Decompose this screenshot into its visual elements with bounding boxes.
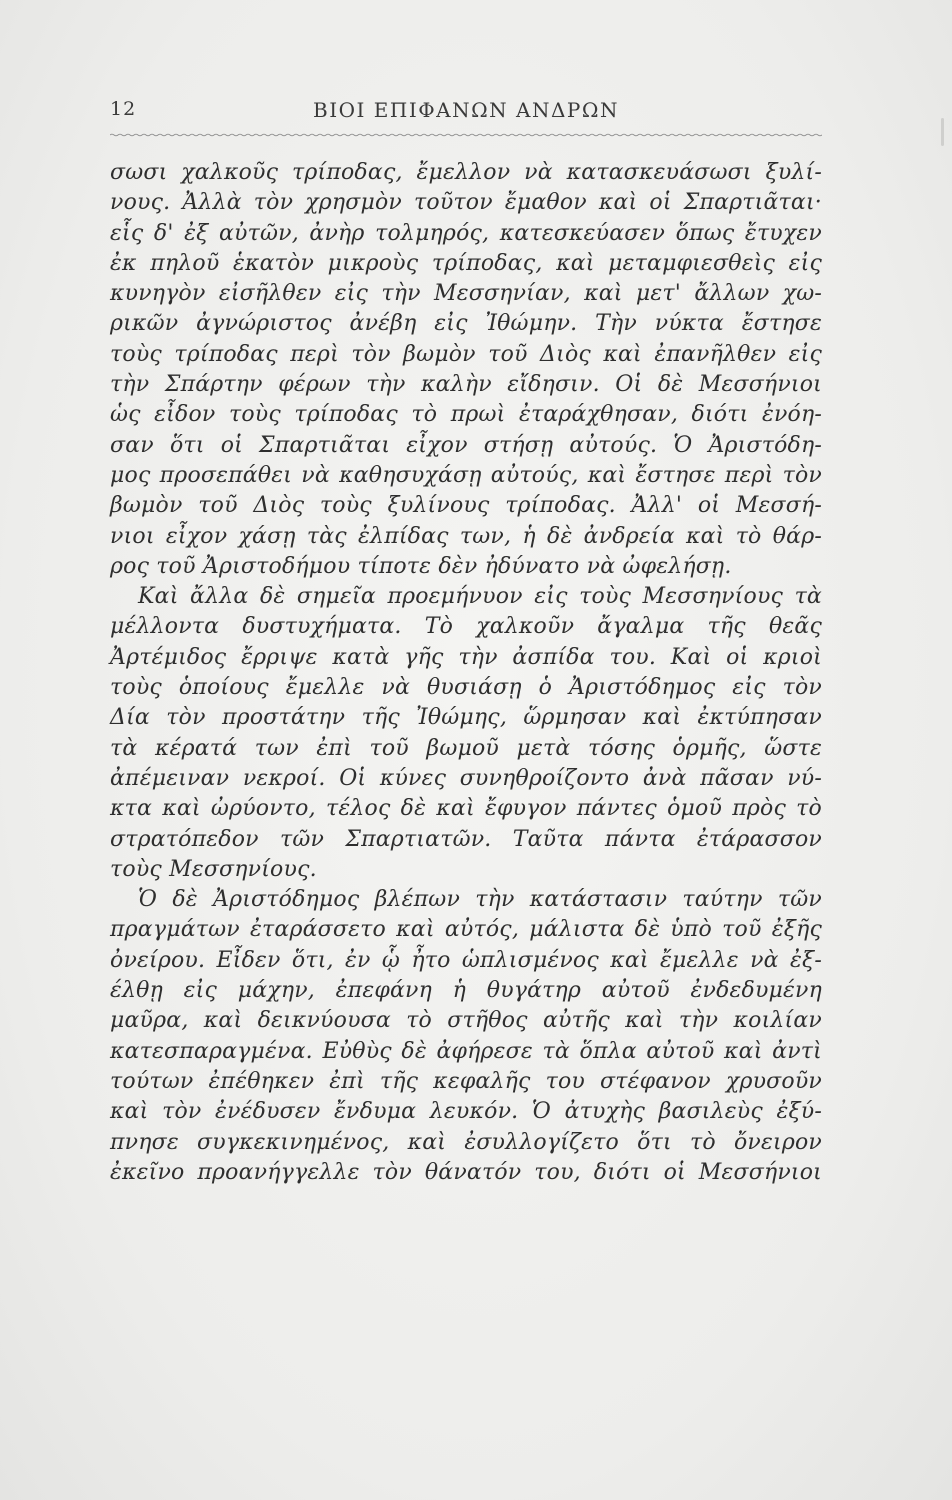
text-line: κυνηγὸν εἰσῆλθεν εἰς τὴν Μεσσηνίαν, καὶ μετ' ἄλλων χω- (110, 281, 822, 307)
text-line: σωσι χαλκοῦς τρίποδας, ἔμελλον νὰ κατασκευάσωσι ξυλί- (110, 160, 822, 185)
text-line: ἐκ πηλοῦ ἑκατὸν μικροὺς τρίποδας, καὶ μεταμφιεσθεὶς εἰς (110, 250, 822, 276)
text-line: τοὺς τρίποδας περὶ τὸν βωμὸν τοῦ Διὸς καὶ ἐπανῆλθεν εἰς (110, 341, 822, 367)
paragraph-first-line: Καὶ ἄλλα δὲ σημεῖα προεμήνυον εἰς τοὺς Μεσσηνίους τὰ (138, 584, 822, 610)
text-line: τοὺς Μεσσηνίους. (110, 856, 317, 882)
text-line: τούτων ἐπέθηκεν ἐπὶ τῆς κεφαλῆς του στέφανον χρυσοῦν (110, 1068, 822, 1094)
text-line: ρος τοῦ Ἀριστοδήμου τίποτε δὲν ἠδύνατο νὰ ὠφελήσῃ. (110, 553, 732, 579)
page-edge-mark (941, 118, 944, 146)
text-line: τοὺς ὁποίους ἔμελλε νὰ θυσιάσῃ ὁ Ἀριστόδημος εἰς τὸν (110, 675, 822, 701)
text-line: ὡς εἶδον τοὺς τρίποδας τὸ πρωὶ ἐταράχθησαν, διότι ἐνόη- (110, 402, 822, 428)
text-line: στρατόπεδον τῶν Σπαρτιατῶν. Ταῦτα πάντα ἐτάρασσον (110, 826, 822, 852)
text-line: μος προσεπάθει νὰ καθησυχάσῃ αὐτούς, καὶ ἔστησε περὶ τὸν (110, 462, 822, 488)
text-line: βωμὸν τοῦ Διὸς τοὺς ξυλίνους τρίποδας. Ἀλλ' οἱ Μεσσή- (110, 493, 822, 519)
text-line: μαῦρα, καὶ δεικνύουσα τὸ στῆθος αὐτῆς καὶ τὴν κοιλίαν (110, 1008, 822, 1034)
running-head (110, 98, 822, 128)
body-text (110, 158, 822, 1188)
text-line: πνησε συγκεκινημένος, καὶ ἐσυλλογίζετο ὅτι τὸ ὄνειρον (110, 1129, 822, 1155)
text-line: νους. Ἀλλὰ τὸν χρησμὸν τοῦτον ἔμαθον καὶ οἱ Σπαρτιᾶται· (110, 190, 822, 216)
page-number: 12 (110, 98, 137, 120)
text-line: Δία τὸν προστάτην τῆς Ἰθώμης, ὥρμησαν καὶ ἐκτύπησαν (110, 705, 822, 731)
text-line: εἷς δ' ἐξ αὐτῶν, ἀνὴρ τολμηρός, κατεσκεύασεν ὅπως ἔτυχεν (110, 220, 822, 246)
text-line: πραγμάτων ἐταράσσετο καὶ αὐτός, μάλιστα δὲ ὑπὸ τοῦ ἐξῆς (110, 917, 822, 943)
text-line: μέλλοντα δυστυχήματα. Τὸ χαλκοῦν ἄγαλμα τῆς θεᾶς (110, 614, 822, 640)
text-line: καὶ τὸν ἐνέδυσεν ἔνδυμα λευκόν. Ὁ ἀτυχὴς βασιλεὺς ἐξύ- (110, 1099, 822, 1125)
header-wavy-rule (110, 132, 822, 138)
paragraph-first-line: Ὁ δὲ Ἀριστόδημος βλέπων τὴν κατάστασιν ταύτην τῶν (138, 887, 822, 913)
running-title: ΒΙΟΙ ΕΠΙΦΑΝΩΝ ΑΝΔΡΩΝ (313, 98, 619, 122)
text-line: Ἀρτέμιδος ἔρριψε κατὰ γῆς τὴν ἀσπίδα του. Καὶ οἱ κριοὶ (110, 644, 822, 670)
text-line: νιοι εἶχον χάσῃ τὰς ἐλπίδας των, ἡ δὲ ἀνδρεία καὶ τὸ θάρ- (110, 523, 822, 549)
text-line: ἀπέμειναν νεκροί. Οἱ κύνες συνηθροίζοντο ἀνὰ πᾶσαν νύ- (110, 765, 822, 791)
text-line: ἐκεῖνο προανήγγελλε τὸν θάνατόν του, διότι οἱ Μεσσήνιοι (110, 1159, 822, 1185)
text-line: τὴν Σπάρτην φέρων τὴν καλὴν εἴδησιν. Οἱ δὲ Μεσσήνιοι (110, 372, 822, 398)
text-line: σαν ὅτι οἱ Σπαρτιᾶται εἶχον στήσῃ αὐτούς. Ὁ Ἀριστόδη- (110, 432, 822, 458)
text-line: κατεσπαραγμένα. Εὐθὺς δὲ ἀφήρεσε τὰ ὅπλα αὐτοῦ καὶ ἀντὶ (110, 1038, 822, 1064)
text-line: έλθῃ εἰς μάχην, ἐπεφάνη ἡ θυγάτηρ αὐτοῦ ἐνδεδυμένη (110, 978, 822, 1004)
text-line: κτα καὶ ὠρύοντο, τέλος δὲ καὶ ἔφυγον πάντες ὁμοῦ πρὸς τὸ (110, 796, 822, 822)
text-line: ὀνείρου. Εἶδεν ὅτι, ἐν ᾧ ἦτο ὡπλισμένος καὶ ἔμελλε νὰ ἐξ- (110, 947, 822, 973)
text-line: ρικῶν ἀγνώριστος ἀνέβη εἰς Ἰθώμην. Τὴν νύκτα ἔστησε (110, 311, 822, 337)
text-line: τὰ κέρατά των ἐπὶ τοῦ βωμοῦ μετὰ τόσης ὁρμῆς, ὥστε (110, 735, 822, 761)
